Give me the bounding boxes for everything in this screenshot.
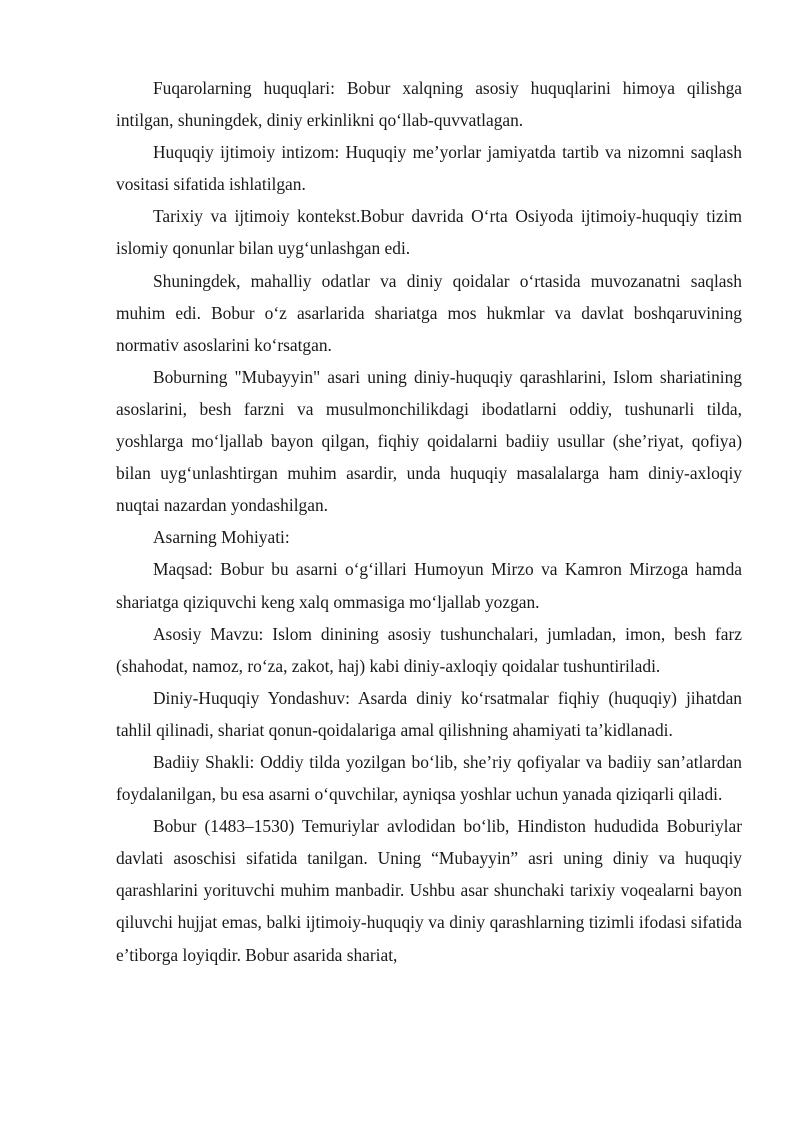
paragraph-artistic-form: Badiiy Shakli: Oddiy tilda yozilgan bo‘lib, she’riy qofiyalar va badiiy san’atlardan foydalanilgan, bu esa asarni o‘quvchilar, ayniqsa yoshlar uchun yanada qiziqarli qiladi. (116, 751, 742, 805)
paragraph-legal-discipline: Huquqiy ijtimoiy intizom: Huquqiy me’yorlar jamiyatda tartib va nizomni saqlash vositasi sifatida ishlatilgan. (116, 142, 742, 195)
paragraph-historical-context: Tarixiy va ijtimoiy kontekst.Bobur davrida O‘rta Osiyoda ijtimoiy-huquqiy tizim islomiy qonunlar bilan uyg‘unlashgan edi. (116, 206, 742, 259)
paragraph-citizens-rights: Fuqarolarning huquqlari: Bobur xalqning asosiy huquqlarini himoya qilishga intilgan, shuningdek, diniy erkinlikni qo‘llab-quvvatlagan. (116, 78, 742, 131)
paragraph-mubayyin-overview: Boburning "Mubayyin" asari uning diniy-huquqiy qarashlarini, Islom shariatining asoslarini, besh farzni va musulmonchilikdagi ibodatlarni oddiy, tushunarli tilda, yoshlarga mo‘ljallab bayon qilgan, fiqhiy qoidalarni badiiy usullar (she’riyat, qofiya) bilan uyg‘unlashtirgan muhim asardir, unda huquqiy masalalarga ham diniy-axloqiy nuqtai nazardan yondashilgan. (116, 366, 742, 516)
document-body (116, 72, 742, 971)
paragraph-purpose: Maqsad: Bobur bu asarni o‘g‘illari Humoyun Mirzo va Kamron Mirzoga hamda shariatga qiziquvchi keng xalq ommasiga mo‘ljallab yozgan. (116, 559, 742, 612)
paragraph-religious-legal-approach: Diniy-Huquqiy Yondashuv: Asarda diniy ko‘rsatmalar fiqhiy (huquqiy) jihatdan tahlil qilinadi, shariat qonun-qoidalariga amal qilishning ahamiyati ta’kidlanadi. (116, 687, 742, 740)
paragraph-babur-biography: Bobur (1483–1530) Temuriylar avlodidan bo‘lib, Hindiston hududida Boburiylar davlati asoschisi sifatida tanilgan. Uning “Mubayyin” asri uning diniy va huquqiy qarashlarini yorituvchi muhim manbadir. Ushbu asar shunchaki tarixiy voqealarni bayon qiluvchi hujjat emas, balki ijtimoiy-huquqiy va diniy qarashlarning tizimli ifodasi sifatida e’tiborga loyiqdir. Bobur asarida shariat, (116, 816, 742, 965)
paragraph-local-customs: Shuningdek, mahalliy odatlar va diniy qoidalar o‘rtasida muvozanatni saqlash muhim edi. Bobur o‘z asarlarida shariatga mos hukmlar va davlat boshqaruvining normativ asoslarini ko‘rsatgan. (116, 270, 742, 355)
paragraph-essence-heading: Asarning Mohiyati: (153, 527, 290, 548)
paragraph-main-theme: Asosiy Mavzu: Islom dinining asosiy tushunchalari, jumladan, imon, besh farz (shahodat, namoz, ro‘za, zakot, haj) kabi diniy-axloqiy qoidalar tushuntiriladi. (116, 623, 742, 676)
